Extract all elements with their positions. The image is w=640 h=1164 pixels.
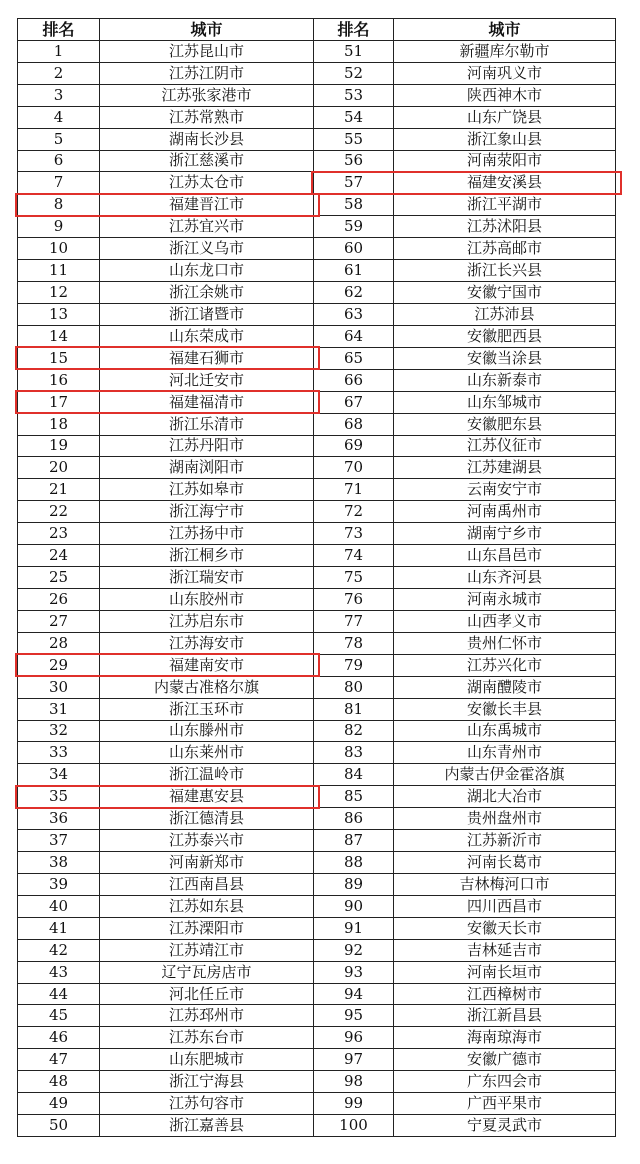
rank-cell: 2: [18, 62, 100, 84]
city-cell: 安徽肥东县: [394, 413, 616, 435]
rank-cell: 42: [18, 939, 100, 961]
rank-cell: 97: [314, 1049, 394, 1071]
rank-cell: 70: [314, 457, 394, 479]
rank-cell: 86: [314, 808, 394, 830]
city-cell: 福建福清市: [100, 391, 314, 413]
city-cell: 浙江宁海县: [100, 1071, 314, 1093]
table-row: [18, 347, 616, 369]
table-row: [18, 764, 616, 786]
city-cell: 江西樟树市: [394, 983, 616, 1005]
city-cell: 江西南昌县: [100, 873, 314, 895]
table-row: [18, 632, 616, 654]
rank-cell: 6: [18, 150, 100, 172]
city-cell: 山东肥城市: [100, 1049, 314, 1071]
city-cell: 江苏新沂市: [394, 830, 616, 852]
rank-cell: 50: [18, 1115, 100, 1137]
city-cell: 江苏江阴市: [100, 62, 314, 84]
header-rank-right: 排名: [314, 19, 394, 41]
table-row: [18, 172, 616, 194]
rank-cell: 47: [18, 1049, 100, 1071]
city-cell: 河北任丘市: [100, 983, 314, 1005]
city-cell: 安徽长丰县: [394, 698, 616, 720]
table-header-row: [18, 19, 616, 41]
table-row: [18, 523, 616, 545]
city-cell: 山西孝义市: [394, 610, 616, 632]
table-row: [18, 303, 616, 325]
table-row: [18, 720, 616, 742]
city-cell: 江苏海安市: [100, 632, 314, 654]
rank-cell: 41: [18, 917, 100, 939]
table-row: [18, 567, 616, 589]
rank-cell: 7: [18, 172, 100, 194]
city-cell: 江苏如东县: [100, 895, 314, 917]
rank-cell: 99: [314, 1093, 394, 1115]
rank-cell: 52: [314, 62, 394, 84]
city-cell: 山东昌邑市: [394, 545, 616, 567]
rank-cell: 96: [314, 1027, 394, 1049]
rank-cell: 22: [18, 501, 100, 523]
city-cell: 江苏扬中市: [100, 523, 314, 545]
rank-cell: 88: [314, 852, 394, 874]
table-row: [18, 84, 616, 106]
table-row: [18, 698, 616, 720]
table-row: [18, 852, 616, 874]
table-row: [18, 128, 616, 150]
table-row: [18, 1005, 616, 1027]
rank-cell: 68: [314, 413, 394, 435]
rank-cell: 64: [314, 325, 394, 347]
rank-cell: 17: [18, 391, 100, 413]
rank-cell: 84: [314, 764, 394, 786]
city-cell: 安徽肥西县: [394, 325, 616, 347]
city-cell: 江苏邳州市: [100, 1005, 314, 1027]
table-row: [18, 808, 616, 830]
rank-cell: 54: [314, 106, 394, 128]
table-row: [18, 62, 616, 84]
rank-cell: 66: [314, 369, 394, 391]
city-cell: 安徽当涂县: [394, 347, 616, 369]
rank-cell: 34: [18, 764, 100, 786]
city-cell: 安徽天长市: [394, 917, 616, 939]
city-cell: 浙江乐清市: [100, 413, 314, 435]
city-cell: 江苏沭阳县: [394, 216, 616, 238]
rank-cell: 82: [314, 720, 394, 742]
city-cell: 广西平果市: [394, 1093, 616, 1115]
city-cell: 安徽广德市: [394, 1049, 616, 1071]
table-row: [18, 610, 616, 632]
city-cell: 浙江桐乡市: [100, 545, 314, 567]
header-city-right: 城市: [394, 19, 616, 41]
city-cell: 江苏张家港市: [100, 84, 314, 106]
city-cell: 湖南长沙县: [100, 128, 314, 150]
rank-cell: 48: [18, 1071, 100, 1093]
rank-cell: 100: [314, 1115, 394, 1137]
rank-cell: 10: [18, 238, 100, 260]
rank-cell: 35: [18, 786, 100, 808]
rank-cell: 14: [18, 325, 100, 347]
city-cell: 贵州仁怀市: [394, 632, 616, 654]
rank-cell: 91: [314, 917, 394, 939]
city-cell: 湖南浏阳市: [100, 457, 314, 479]
city-cell: 河南禹州市: [394, 501, 616, 523]
rank-cell: 29: [18, 654, 100, 676]
table-row: [18, 435, 616, 457]
rank-cell: 80: [314, 676, 394, 698]
rank-cell: 24: [18, 545, 100, 567]
rank-cell: 98: [314, 1071, 394, 1093]
city-cell: 江苏太仓市: [100, 172, 314, 194]
table-row: [18, 260, 616, 282]
city-cell: 河南巩义市: [394, 62, 616, 84]
city-cell: 浙江义乌市: [100, 238, 314, 260]
city-cell: 辽宁瓦房店市: [100, 961, 314, 983]
city-cell: 河南荥阳市: [394, 150, 616, 172]
rank-cell: 56: [314, 150, 394, 172]
table-row: [18, 391, 616, 413]
rank-cell: 4: [18, 106, 100, 128]
table-row: [18, 873, 616, 895]
table-row: [18, 1071, 616, 1093]
rank-cell: 19: [18, 435, 100, 457]
rank-cell: 81: [314, 698, 394, 720]
city-cell: 浙江海宁市: [100, 501, 314, 523]
table-body: [18, 40, 616, 1136]
rank-cell: 30: [18, 676, 100, 698]
city-cell: 福建安溪县: [394, 172, 616, 194]
table-row: [18, 742, 616, 764]
table-row: [18, 501, 616, 523]
rank-cell: 57: [314, 172, 394, 194]
rank-cell: 32: [18, 720, 100, 742]
rank-cell: 76: [314, 588, 394, 610]
rank-cell: 63: [314, 303, 394, 325]
rank-cell: 45: [18, 1005, 100, 1027]
table-row: [18, 479, 616, 501]
table-row: [18, 325, 616, 347]
city-cell: 浙江瑞安市: [100, 567, 314, 589]
city-cell: 江苏兴化市: [394, 654, 616, 676]
city-cell: 贵州盘州市: [394, 808, 616, 830]
rank-cell: 77: [314, 610, 394, 632]
city-cell: 浙江余姚市: [100, 282, 314, 304]
rank-cell: 69: [314, 435, 394, 457]
city-cell: 山东广饶县: [394, 106, 616, 128]
city-cell: 山东龙口市: [100, 260, 314, 282]
city-cell: 河北迁安市: [100, 369, 314, 391]
rank-cell: 20: [18, 457, 100, 479]
rank-cell: 11: [18, 260, 100, 282]
rank-cell: 28: [18, 632, 100, 654]
rank-cell: 53: [314, 84, 394, 106]
rank-cell: 89: [314, 873, 394, 895]
rank-cell: 16: [18, 369, 100, 391]
table-row: [18, 1027, 616, 1049]
header-rank-left: 排名: [18, 19, 100, 41]
table-row: [18, 150, 616, 172]
city-cell: 福建晋江市: [100, 194, 314, 216]
table-row: [18, 238, 616, 260]
rank-cell: 62: [314, 282, 394, 304]
rank-cell: 23: [18, 523, 100, 545]
header-city-left: 城市: [100, 19, 314, 41]
city-cell: 海南琼海市: [394, 1027, 616, 1049]
city-cell: 浙江玉环市: [100, 698, 314, 720]
rank-cell: 39: [18, 873, 100, 895]
rank-cell: 27: [18, 610, 100, 632]
city-cell: 山东新泰市: [394, 369, 616, 391]
rank-cell: 74: [314, 545, 394, 567]
rank-cell: 26: [18, 588, 100, 610]
rank-cell: 31: [18, 698, 100, 720]
rank-cell: 49: [18, 1093, 100, 1115]
ranking-table: [17, 18, 616, 1137]
rank-cell: 79: [314, 654, 394, 676]
rank-cell: 93: [314, 961, 394, 983]
rank-cell: 46: [18, 1027, 100, 1049]
table-row: [18, 961, 616, 983]
table-row: [18, 895, 616, 917]
city-cell: 山东齐河县: [394, 567, 616, 589]
table-row: [18, 676, 616, 698]
rank-cell: 44: [18, 983, 100, 1005]
city-cell: 江苏仪征市: [394, 435, 616, 457]
city-cell: 浙江德清县: [100, 808, 314, 830]
city-cell: 山东邹城市: [394, 391, 616, 413]
rank-cell: 25: [18, 567, 100, 589]
city-cell: 浙江新昌县: [394, 1005, 616, 1027]
city-cell: 山东荣成市: [100, 325, 314, 347]
table-row: [18, 40, 616, 62]
city-cell: 江苏东台市: [100, 1027, 314, 1049]
table-row: [18, 369, 616, 391]
city-cell: 浙江长兴县: [394, 260, 616, 282]
rank-cell: 38: [18, 852, 100, 874]
city-cell: 福建石狮市: [100, 347, 314, 369]
city-cell: 河南永城市: [394, 588, 616, 610]
city-cell: 江苏常熟市: [100, 106, 314, 128]
rank-cell: 8: [18, 194, 100, 216]
city-cell: 内蒙古准格尔旗: [100, 676, 314, 698]
city-cell: 云南安宁市: [394, 479, 616, 501]
rank-cell: 59: [314, 216, 394, 238]
table-row: [18, 939, 616, 961]
table-row: [18, 588, 616, 610]
city-cell: 浙江平湖市: [394, 194, 616, 216]
rank-cell: 37: [18, 830, 100, 852]
city-cell: 浙江嘉善县: [100, 1115, 314, 1137]
rank-cell: 85: [314, 786, 394, 808]
rank-cell: 87: [314, 830, 394, 852]
city-cell: 新疆库尔勒市: [394, 40, 616, 62]
city-cell: 山东禹城市: [394, 720, 616, 742]
city-cell: 江苏泰兴市: [100, 830, 314, 852]
table-row: [18, 654, 616, 676]
table-row: [18, 830, 616, 852]
rank-cell: 90: [314, 895, 394, 917]
rank-cell: 95: [314, 1005, 394, 1027]
city-cell: 吉林梅河口市: [394, 873, 616, 895]
rank-cell: 67: [314, 391, 394, 413]
city-cell: 内蒙古伊金霍洛旗: [394, 764, 616, 786]
city-cell: 河南新郑市: [100, 852, 314, 874]
rank-cell: 72: [314, 501, 394, 523]
table-row: [18, 917, 616, 939]
rank-cell: 75: [314, 567, 394, 589]
city-cell: 江苏溧阳市: [100, 917, 314, 939]
city-cell: 江苏沛县: [394, 303, 616, 325]
rank-cell: 55: [314, 128, 394, 150]
table-row: [18, 1115, 616, 1137]
city-cell: 福建南安市: [100, 654, 314, 676]
rank-cell: 73: [314, 523, 394, 545]
rank-cell: 58: [314, 194, 394, 216]
city-cell: 浙江象山县: [394, 128, 616, 150]
rank-cell: 43: [18, 961, 100, 983]
rank-cell: 21: [18, 479, 100, 501]
city-cell: 湖南醴陵市: [394, 676, 616, 698]
rank-cell: 61: [314, 260, 394, 282]
rank-cell: 94: [314, 983, 394, 1005]
table-row: [18, 216, 616, 238]
ranking-table-container: [17, 18, 615, 1137]
rank-cell: 18: [18, 413, 100, 435]
city-cell: 河南长垣市: [394, 961, 616, 983]
table-row: [18, 413, 616, 435]
city-cell: 浙江温岭市: [100, 764, 314, 786]
city-cell: 山东莱州市: [100, 742, 314, 764]
rank-cell: 9: [18, 216, 100, 238]
rank-cell: 71: [314, 479, 394, 501]
table-row: [18, 457, 616, 479]
rank-cell: 78: [314, 632, 394, 654]
city-cell: 福建惠安县: [100, 786, 314, 808]
table-row: [18, 106, 616, 128]
rank-cell: 15: [18, 347, 100, 369]
table-row: [18, 983, 616, 1005]
city-cell: 山东胶州市: [100, 588, 314, 610]
city-cell: 江苏宜兴市: [100, 216, 314, 238]
city-cell: 吉林延吉市: [394, 939, 616, 961]
table-row: [18, 545, 616, 567]
rank-cell: 60: [314, 238, 394, 260]
city-cell: 江苏昆山市: [100, 40, 314, 62]
city-cell: 江苏如皋市: [100, 479, 314, 501]
rank-cell: 92: [314, 939, 394, 961]
city-cell: 江苏句容市: [100, 1093, 314, 1115]
rank-cell: 36: [18, 808, 100, 830]
city-cell: 江苏建湖县: [394, 457, 616, 479]
city-cell: 湖北大冶市: [394, 786, 616, 808]
city-cell: 安徽宁国市: [394, 282, 616, 304]
rank-cell: 12: [18, 282, 100, 304]
rank-cell: 51: [314, 40, 394, 62]
city-cell: 广东四会市: [394, 1071, 616, 1093]
rank-cell: 13: [18, 303, 100, 325]
table-row: [18, 194, 616, 216]
table-row: [18, 1049, 616, 1071]
rank-cell: 65: [314, 347, 394, 369]
rank-cell: 40: [18, 895, 100, 917]
rank-cell: 5: [18, 128, 100, 150]
city-cell: 浙江慈溪市: [100, 150, 314, 172]
rank-cell: 3: [18, 84, 100, 106]
city-cell: 四川西昌市: [394, 895, 616, 917]
city-cell: 山东青州市: [394, 742, 616, 764]
city-cell: 江苏启东市: [100, 610, 314, 632]
city-cell: 江苏高邮市: [394, 238, 616, 260]
rank-cell: 83: [314, 742, 394, 764]
rank-cell: 1: [18, 40, 100, 62]
table-row: [18, 282, 616, 304]
city-cell: 江苏靖江市: [100, 939, 314, 961]
table-row: [18, 786, 616, 808]
table-row: [18, 1093, 616, 1115]
city-cell: 河南长葛市: [394, 852, 616, 874]
city-cell: 山东滕州市: [100, 720, 314, 742]
city-cell: 浙江诸暨市: [100, 303, 314, 325]
city-cell: 江苏丹阳市: [100, 435, 314, 457]
city-cell: 宁夏灵武市: [394, 1115, 616, 1137]
city-cell: 湖南宁乡市: [394, 523, 616, 545]
rank-cell: 33: [18, 742, 100, 764]
city-cell: 陕西神木市: [394, 84, 616, 106]
